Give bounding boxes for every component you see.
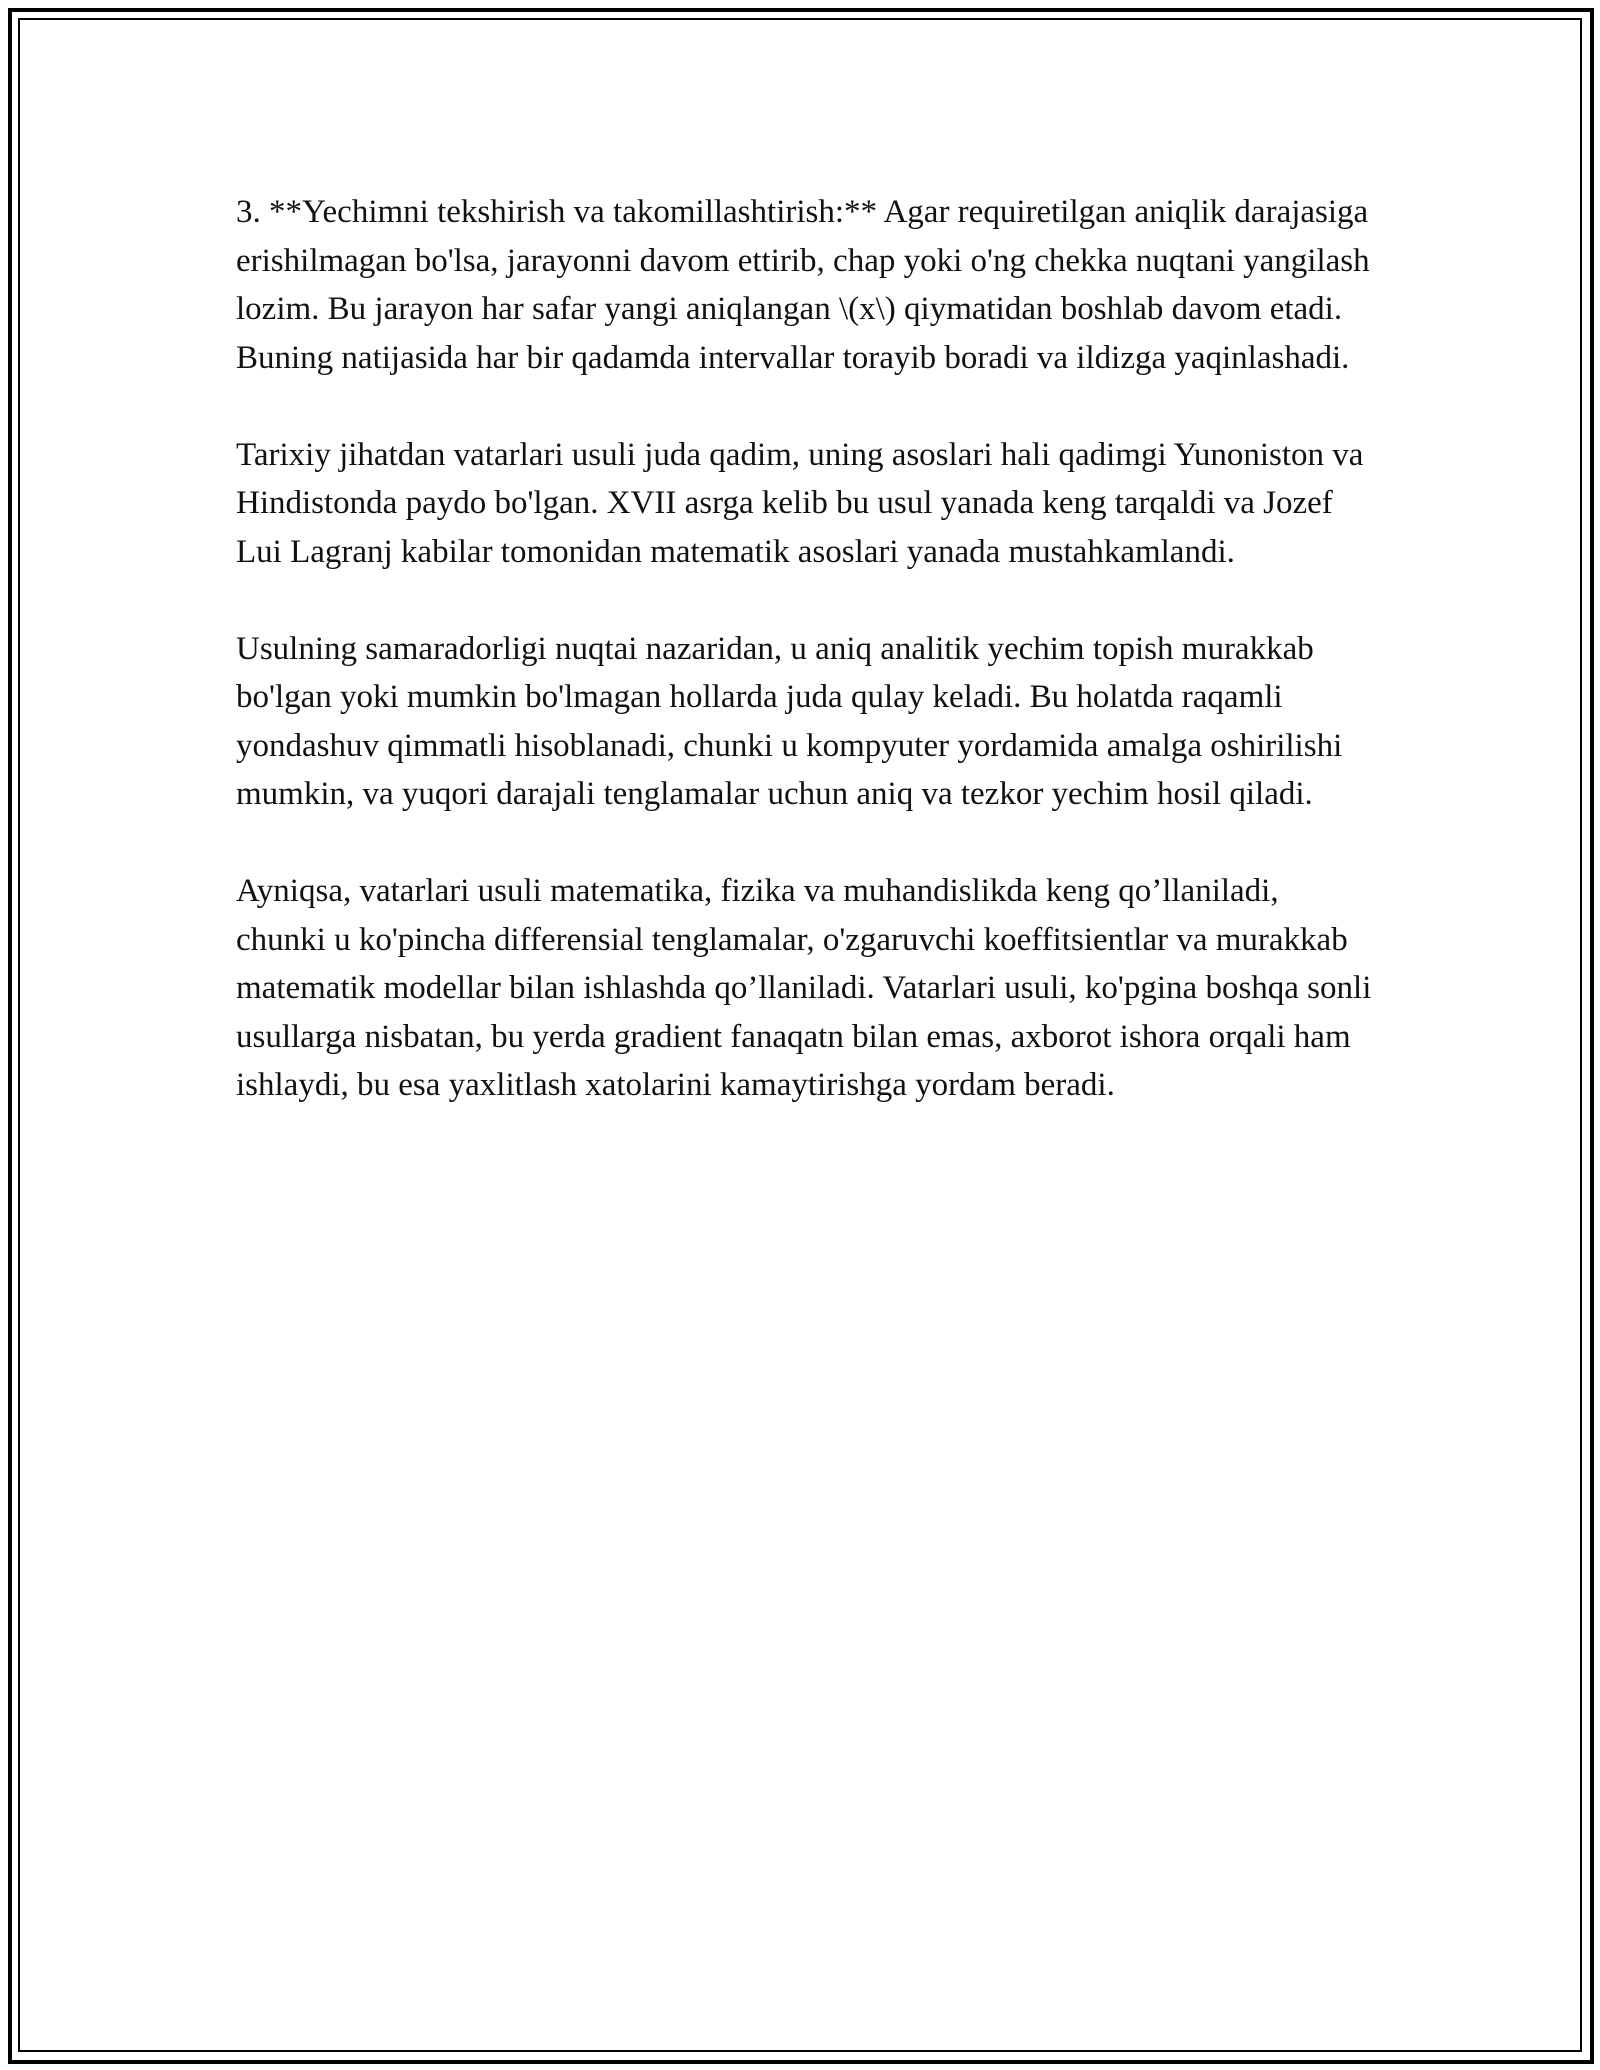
document-body: [236, 188, 1376, 1158]
paragraph-applications: Ayniqsa, vatarlari usuli matematika, fizika va muhandislikda keng qo’llaniladi, chunki u ko'pincha differensial tenglamalar, o'zgaruvchi koeffitsientlar va murakkab matematik modellar bilan ishlashda qo’llaniladi. Vatarlari usuli, ko'pgina boshqa sonli usullarga nisbatan, bu yerda gradient fanaqatn bilan emas, axborot ishora orqali ham ishlaydi, bu esa yaxlitlash xatolarini kamaytirishga yordam beradi.: [236, 873, 1372, 1103]
paragraph-history: Tarixiy jihatdan vatarlari usuli juda qadim, uning asoslari hali qadimgi Yunoniston va Hindistonda paydo bo'lgan. XVII asrga kelib bu usul yanada keng tarqaldi va Jozef Lui Lagranj kabilar tomonidan matematik asoslari yanada mustahkamlandi.: [236, 436, 1364, 570]
paragraph-efficiency: Usulning samaradorligi nuqtai nazaridan, u aniq analitik yechim topish murakkab bo'lgan yoki mumkin bo'lmagan hollarda juda qulay keladi. Bu holatda raqamli yondashuv qimmatli hisoblanadi, chunki u kompyuter yordamida amalga oshirilishi mumkin, va yuqori darajali tenglamalar uchun aniq va tezkor yechim hosil qiladi.: [236, 630, 1343, 812]
paragraph-solution-check: 3. **Yechimni tekshirish va takomillashtirish:** Agar requiretilgan aniqlik darajasiga erishilmagan bo'lsa, jarayonni davom ettirib, chap yoki o'ng chekka nuqtani yangilash lozim. Bu jarayon har safar yangi aniqlangan \(x\) qiymatidan boshlab davom etadi. Buning natijasida har bir qadamda intervallar torayib boradi va ildizga yaqinlashadi.: [236, 194, 1370, 376]
